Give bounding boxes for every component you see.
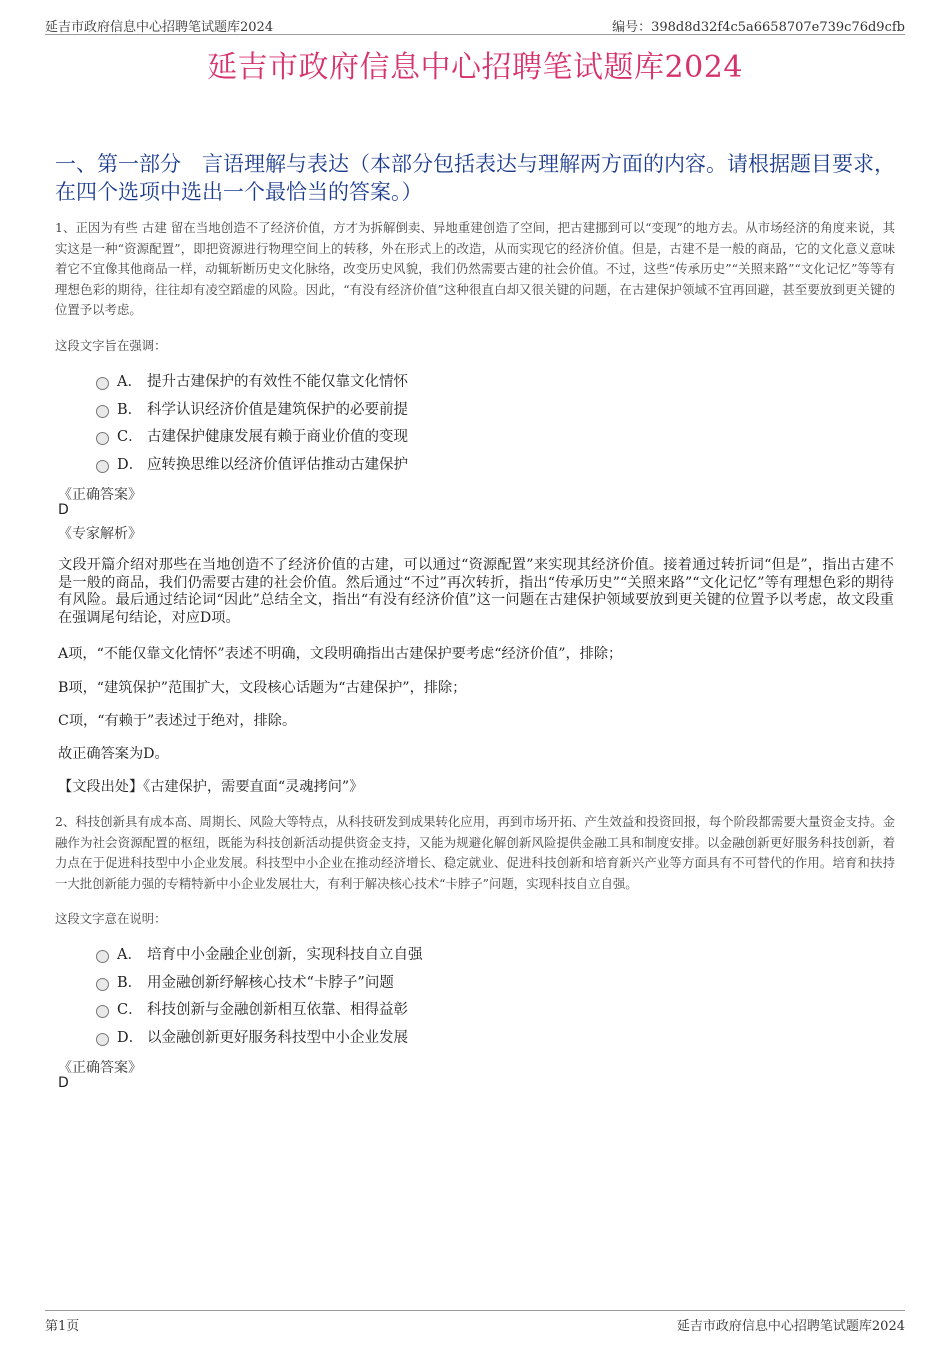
option-text: 古建保护健康发展有赖于商业价值的变现: [147, 428, 408, 445]
q1-option-c[interactable]: [96, 424, 408, 446]
q1-analysis-conclusion: 故正确答案为D。: [58, 746, 169, 762]
option-text: 用金融创新纾解核心技术“卡脖子”问题: [147, 974, 394, 991]
option-letter: A．: [117, 946, 142, 963]
page-footer: [45, 1310, 905, 1333]
option-text: 科学认识经济价值是建筑保护的必要前提: [147, 401, 408, 418]
section-heading: 一、第一部分 言语理解与表达（本部分包括表达与理解两方面的内容。请根据题目要求，在四个选项中选出一个最恰当的答案。）: [55, 152, 895, 204]
option-letter: D．: [117, 1029, 144, 1046]
radio-icon[interactable]: [96, 405, 109, 418]
q2-option-d[interactable]: [96, 1025, 408, 1047]
q2-stem: 2、科技创新具有成本高、周期长、风险大等特点，从科技研发到成果转化应用，再到市场开拓、产生效益和投资回报，每个阶段都需要大量资金支持。金融作为社会资源配置的枢纽，既能为科技创新活动提供资金支持，又能为规避化解创新风险提供金融工具和制度安排。以金融创新更好服务科技创新，着力点在于促进科技型中小企业发展。科技型中小企业在推动经济增长、稳定就业、促进科技创新和培育新兴产业等方面具有不可替代的作用。培育和扶持一大批创新能力强的专精特新中小企业发展壮大，有利于解决核心技术“卡脖子”问题，实现科技自立自强。: [55, 814, 895, 891]
q1-stem: 1、正因为有些 古建 留在当地创造不了经济价值，方才为拆解倒卖、异地重建创造了空间，把古建挪到可以“变现”的地方去。从市场经济的角度来说，其实这是一种“资源配置”，即把资源进行物理空间上的转移，外在形式上的改造，从而实现它的经济价值。但是，古建不是一般的商品，它的文化意义意味着它不宜像其他商品一样，动辄斩断历史文化脉络，改变历史风貌，我们仍然需要古建的社会价值。不过，这些“传承历史”“关照来路”“文化记忆”等等有理想色彩的期待，往往却有凌空蹈虚的风险。因此，“有没有经济价值”这种很直白却又很关键的问题，在古建保护领域不宜再回避，甚至要放到更关键的位置予以考虑。: [55, 220, 895, 317]
q1-prompt: 这段文字旨在强调：: [55, 338, 167, 353]
q1-analysis-label: 《专家解析》: [58, 526, 142, 542]
option-letter: B．: [117, 974, 143, 991]
option-text: 应转换思维以经济价值评估推动古建保护: [147, 456, 408, 473]
q1-analysis-a: A项，“不能仅靠文化情怀”表述不明确，文段明确指出古建保护要考虑“经济价值”，排除；: [58, 646, 623, 662]
q2-answer: D: [58, 1075, 69, 1091]
header-doc-id: 编号：398d8d32f4c5a6658707e739c76d9cfb: [612, 20, 905, 35]
option-letter: A．: [117, 373, 142, 390]
q2-option-b[interactable]: [96, 970, 394, 992]
radio-icon[interactable]: [96, 1005, 109, 1018]
option-text: 提升古建保护的有效性不能仅靠文化情怀: [147, 373, 408, 390]
q1-option-b[interactable]: [96, 397, 408, 419]
page-title: 延吉市政府信息中心招聘笔试题库2024: [207, 50, 743, 85]
radio-icon[interactable]: [96, 1033, 109, 1046]
q1-option-a[interactable]: [96, 369, 408, 391]
radio-icon[interactable]: [96, 460, 109, 473]
option-text: 科技创新与金融创新相互依靠、相得益彰: [147, 1001, 408, 1018]
page-number: 第1页: [45, 1319, 80, 1334]
radio-icon[interactable]: [96, 978, 109, 991]
q2-answer-label: 《正确答案》: [58, 1060, 142, 1076]
q1-option-d[interactable]: [96, 452, 408, 474]
q2-option-a[interactable]: [96, 942, 423, 964]
page-header: [45, 14, 905, 35]
footer-doc-title: 延吉市政府信息中心招聘笔试题库2024: [676, 1319, 905, 1334]
q1-source: 【文段出处】《古建保护，需要直面“灵魂拷问”》: [58, 779, 364, 795]
q1-analysis-c: C项，“有赖于”表述过于绝对，排除。: [58, 713, 297, 729]
q2-prompt: 这段文字意在说明：: [55, 911, 167, 926]
radio-icon[interactable]: [96, 377, 109, 390]
radio-icon[interactable]: [96, 950, 109, 963]
q1-analysis-summary: 文段开篇介绍对那些在当地创造不了经济价值的古建，可以通过“资源配置”来实现其经济价值。接着通过转折词“但是”，指出古建不是一般的商品，我们仍需要古建的社会价值。然后通过“不过”再次转折，指出“传承历史”“关照来路”“文化记忆”等有理想色彩的期待有风险。最后通过结论词“因此”总结全文，指出“有没有经济价值”这一问题在古建保护领域要放到更关键的位置予以考虑，故文段重在强调尾句结论，对应D项。: [58, 557, 894, 626]
q1-analysis-b: B项，“建筑保护”范围扩大，文段核心话题为“古建保护”，排除；: [58, 680, 467, 696]
option-text: 以金融创新更好服务科技型中小企业发展: [147, 1029, 408, 1046]
option-text: 培育中小金融企业创新，实现科技自立自强: [147, 946, 423, 963]
option-letter: D．: [117, 456, 144, 473]
option-letter: B．: [117, 401, 143, 418]
q2-option-c[interactable]: [96, 997, 408, 1019]
q1-answer-label: 《正确答案》: [58, 487, 142, 503]
q1-answer: D: [58, 502, 69, 518]
option-letter: C．: [117, 1001, 143, 1018]
option-letter: C．: [117, 428, 143, 445]
header-doc-title: 延吉市政府信息中心招聘笔试题库2024: [45, 20, 274, 35]
radio-icon[interactable]: [96, 432, 109, 445]
